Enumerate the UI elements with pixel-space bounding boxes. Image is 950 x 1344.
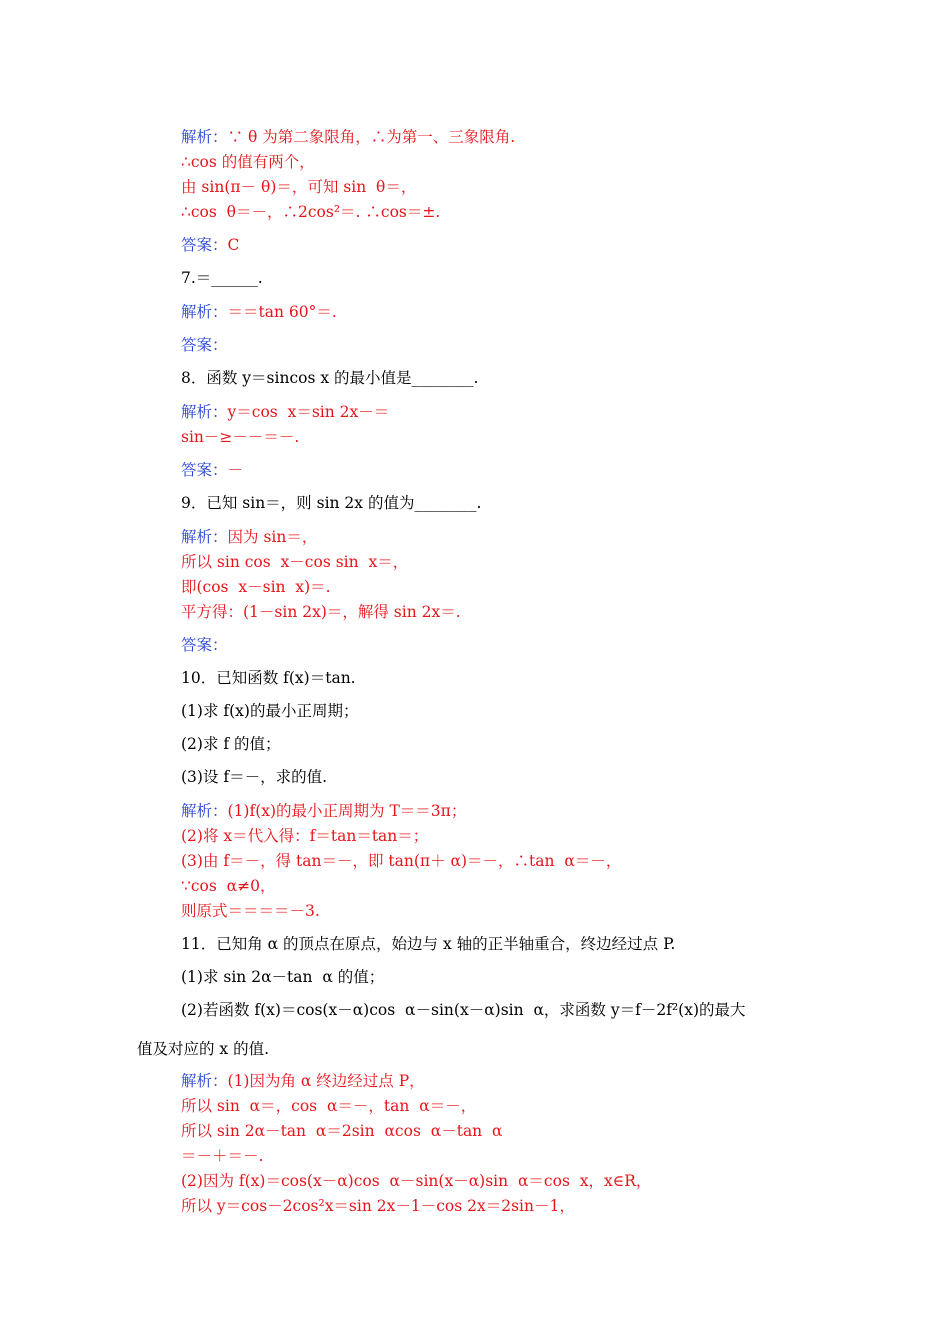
- solution-line: 所以 sin 2α－tan α＝2sin αcos α－tan α: [181, 1122, 503, 1140]
- analysis-label: 解析：: [181, 528, 228, 546]
- analysis-label: 解析：: [181, 303, 228, 321]
- problem-10: 10．已知函数 f(x)＝tan.: [181, 669, 356, 687]
- answer-label: 答案：: [181, 336, 228, 354]
- problem-7: 7.＝______.: [181, 269, 263, 287]
- analysis-label: 解析：: [181, 128, 228, 146]
- answer-line: [181, 335, 228, 355]
- solution-line: 则原式＝＝＝＝－3.: [181, 902, 320, 920]
- analysis-line: 解析：(1)f(x)的最小正周期为 T＝＝3π；: [181, 802, 467, 820]
- analysis-label: 解析：: [181, 802, 228, 820]
- problem-8: 8．函数 y＝sincos x 的最小值是________.: [181, 369, 479, 387]
- analysis-line: 解析：(1)因为角 α 终边经过点 P，: [181, 1072, 425, 1090]
- answer-line: 答案：C: [181, 236, 240, 254]
- answer-label: 答案：: [181, 636, 228, 654]
- problem-11-part-2-continued: 值及对应的 x 的值.: [137, 1040, 270, 1058]
- answer-label: 答案：: [181, 461, 228, 479]
- problem-10-part-1: (1)求 f(x)的最小正周期；: [181, 702, 359, 720]
- solution-line: 平方得：(1－sin 2x)＝，解得 sin 2x＝.: [181, 603, 461, 621]
- solution-line: 所以 sin cos x－cos sin x＝，: [181, 553, 409, 571]
- answer-line: 答案：－: [181, 461, 244, 479]
- problem-11-part-1: (1)求 sin 2α－tan α 的值；: [181, 968, 385, 986]
- problem-11: 11．已知角 α 的顶点在原点，始边与 x 轴的正半轴重合，终边经过点 P.: [181, 935, 676, 953]
- analysis-line: 解析：因为 sin＝，: [181, 528, 318, 546]
- problem-11-part-2: (2)若函数 f(x)＝cos(x－α)cos α－sin(x－α)sin α，求函数 y＝f－2f²(x)的最大: [181, 1001, 746, 1019]
- solution-line: ∵cos α≠0，: [181, 877, 276, 895]
- analysis-line: 解析：∵ θ 为第二象限角，∴为第一、三象限角.: [181, 128, 516, 146]
- solution-line: 所以 y＝cos－2cos²x＝sin 2x－1－cos 2x＝2sin－1，: [181, 1197, 575, 1215]
- problem-10-part-2: (2)求 f 的值；: [181, 735, 281, 753]
- analysis-label: 解析：: [181, 403, 228, 421]
- problem-10-part-3: (3)设 f＝－，求的值.: [181, 768, 328, 786]
- analysis-line: 解析：＝＝tan 60°＝.: [181, 303, 337, 321]
- problem-9: 9．已知 sin＝，则 sin 2x 的值为________.: [181, 494, 482, 512]
- solution-line: ＝－＋＝－.: [181, 1147, 264, 1165]
- solution-line: sin－≥－－＝－.: [181, 428, 300, 446]
- answer-line: [181, 635, 228, 655]
- solution-line: ∴cos θ＝－，∴2cos²＝. ∴cos＝±.: [181, 203, 441, 221]
- solution-line: (3)由 f＝－，得 tan＝－，即 tan(π＋ α)＝－，∴tan α＝－，: [181, 852, 622, 870]
- solution-line: 由 sin(π－ θ)＝，可知 sin θ＝，: [181, 178, 417, 196]
- solution-line: (2)将 x＝代入得：f＝tan＝tan＝；: [181, 827, 429, 845]
- solution-line: (2)因为 f(x)＝cos(x－α)cos α－sin(x－α)sin α＝cos x，x∈R，: [181, 1172, 652, 1190]
- solution-line: ∴cos 的值有两个，: [181, 153, 315, 171]
- answer-label: 答案：: [181, 236, 228, 254]
- analysis-label: 解析：: [181, 1072, 228, 1090]
- analysis-line: 解析：y＝cos x＝sin 2x－＝: [181, 403, 390, 421]
- solution-line: 即(cos x－sin x)＝.: [181, 578, 331, 596]
- solution-line: 所以 sin α＝，cos α＝－，tan α＝－，: [181, 1097, 477, 1115]
